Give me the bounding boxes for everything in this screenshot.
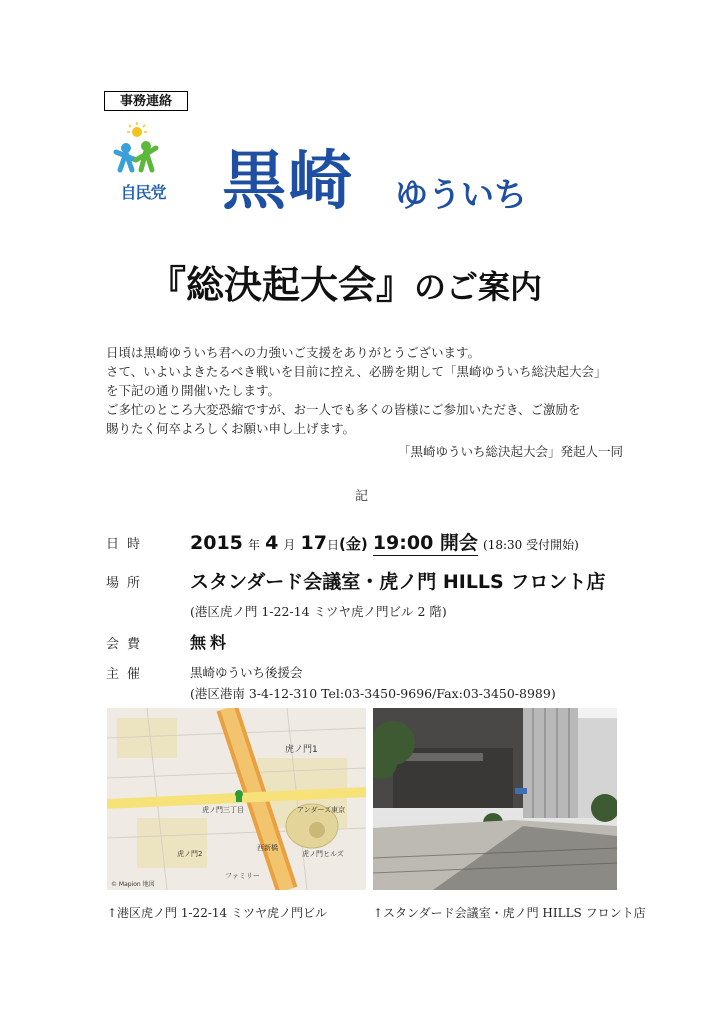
candidate-name: 黒崎 — [222, 145, 354, 219]
map-caption: ↑港区虎ノ門 1-22-14 ミツヤ虎ノ門ビル — [107, 906, 327, 920]
ki-marker: 記 — [355, 489, 369, 504]
host-label: 主催 — [106, 667, 149, 682]
date-month: 4 — [265, 532, 279, 554]
map-label-station: 虎ノ門三丁目 — [202, 806, 244, 814]
date-year: 2015 — [190, 532, 243, 554]
notice-tag: 事務連絡 — [104, 91, 188, 111]
intro-paragraph — [106, 343, 626, 438]
date-month-unit: 月 — [283, 538, 296, 552]
venue-label: 場所 — [106, 576, 149, 591]
party-name: 自民党 — [120, 183, 166, 202]
area-map — [107, 708, 366, 890]
venue-photo — [373, 708, 617, 890]
intro-line: ご多忙のところ大変恐縮ですが、お一人でも多くの皆様にご参加いただき、ご激励を — [106, 402, 581, 417]
date-label: 日時 — [106, 537, 149, 552]
candidate-kana: ゆういち — [395, 175, 527, 214]
intro-line: さて、いよいよきたるべき戦いを目前に控え、必勝を期して「黒崎ゆういち総決起大会」 — [106, 364, 607, 379]
photo-caption: ↑スタンダード会議室・虎ノ門 HILLS フロント店 — [373, 906, 646, 920]
headline-main: 『総決起大会』 — [148, 263, 415, 307]
fee-label: 会費 — [106, 637, 149, 652]
date-day: 17 — [300, 532, 327, 554]
map-graphic — [107, 708, 366, 890]
signature: 「黒崎ゆういち総決起大会」発起人一同 — [398, 444, 624, 459]
fee-value: 無料 — [190, 633, 231, 652]
map-label-toranomon2: 虎ノ門2 — [177, 850, 203, 858]
intro-line: を下記の通り開催いたします。 — [106, 383, 281, 398]
host-contact: (港区港南 3-4-12-310 Tel:03-3450-9696/Fax:03-3450-8989) — [190, 686, 556, 701]
map-label-nishishinbashi: 西新橋 — [257, 844, 278, 852]
map-label-hills: 虎ノ門ヒルズ — [302, 850, 344, 858]
date-day-unit: 日 — [326, 538, 339, 552]
intro-line: 日頃は黒崎ゆういち君への力強いご支援をありがとうございます。 — [106, 345, 481, 360]
map-credit: © Mapion 地図 — [111, 881, 155, 888]
map-label-family: ファミリー — [225, 872, 260, 880]
map-label-andaz: アンダーズ東京 — [297, 806, 346, 814]
headline — [148, 263, 543, 307]
host-name: 黒崎ゆういち後援会 — [190, 665, 303, 680]
event-date — [190, 528, 579, 555]
intro-line: 賜りたく何卒よろしくお願い申し上げます。 — [106, 421, 356, 436]
headline-tail: のご案内 — [414, 268, 543, 306]
date-time: 19:00 開会 — [372, 532, 478, 554]
venue-name: スタンダード会議室・虎ノ門 HILLS フロント店 — [190, 571, 606, 593]
venue-address: (港区虎ノ門 1-22-14 ミツヤ虎ノ門ビル 2 階) — [190, 604, 447, 619]
date-reception: (18:30 受付開始) — [483, 538, 579, 552]
date-year-unit: 年 — [247, 538, 260, 552]
date-weekday: (金) — [339, 535, 368, 553]
venue-photo-graphic — [373, 708, 617, 890]
map-label-toranomon1: 虎ノ門1 — [285, 745, 318, 755]
